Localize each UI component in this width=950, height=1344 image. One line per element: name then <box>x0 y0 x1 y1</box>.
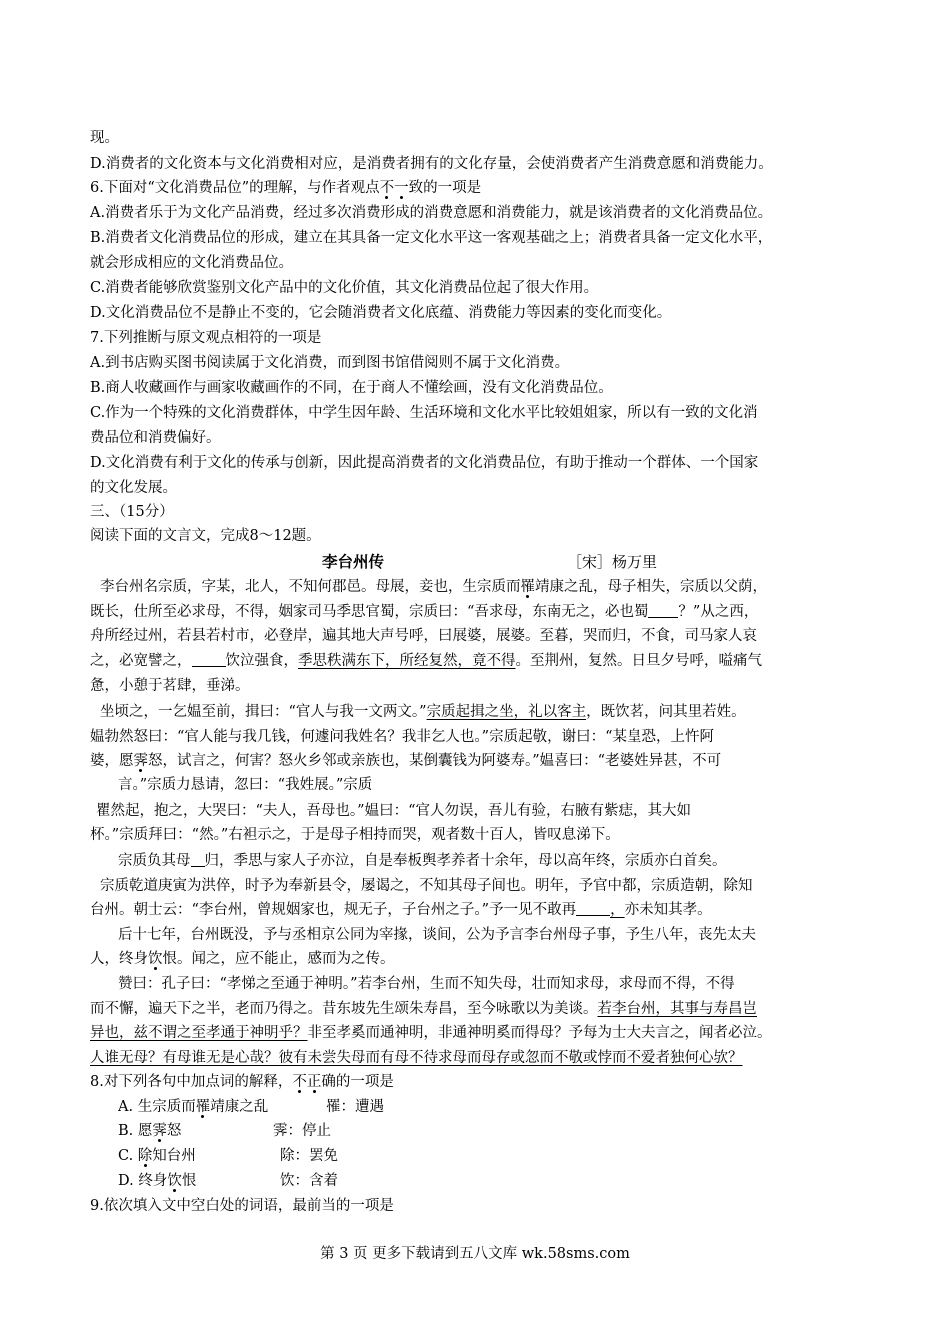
question-8-stem <box>90 1070 880 1094</box>
passage-title-row <box>90 550 880 574</box>
text: 归，季思与家人子亦泣， <box>204 853 364 869</box>
text: C. <box>118 1148 138 1164</box>
text: 婆，愿 <box>90 753 134 769</box>
passage-line: 瞿然起，抱之，大哭曰：“夫人，吾母也。”媪曰：“官人勿误，吾儿有验，右腋有紫痣，其大如 <box>96 803 691 819</box>
text: D. 终身 <box>118 1173 168 1189</box>
fill-blank <box>576 901 610 916</box>
text: 知台州 <box>152 1148 196 1164</box>
option-line: A.到书店购买图书阅读属于文化消费，而到图书馆借阅则不属于文化消费。 <box>90 355 570 371</box>
emphasis-dot-char: 一 <box>394 180 409 196</box>
text: B. 愿 <box>118 1123 153 1139</box>
emphasis-dot-char: 不 <box>379 180 395 196</box>
passage-line <box>90 649 880 673</box>
text: 怒，试言之，何害？怒火乡邻或亲族也，某倒囊钱为阿婆寿。”媪喜曰：“老婆姓异甚，不可 <box>148 753 722 769</box>
text: ？”从之西， <box>678 604 759 620</box>
passage-line: 杯。”宗质拜曰：“然。”右袒示之，于是母子相持而哭，观者数十百人，皆叹息涕下。 <box>90 827 620 843</box>
text: 李台州名宗质，字某，北人，不知何郡邑。母展，妾也，生宗质而 <box>100 579 521 595</box>
q8-option-a <box>118 1095 880 1119</box>
passage-line <box>90 749 880 773</box>
gloss: 饮：含着 <box>280 1173 338 1189</box>
text: 台州。朝士云：“李台州，曾规姻家也，规无子，子台州之子。”予一见不敢再 <box>90 902 577 918</box>
text: 。至荆州，复然。日旦夕号呼，嗌痛气 <box>515 653 762 669</box>
emphasis-dot-char: 饮 <box>148 951 163 967</box>
text: 6.下面对“文化消费品位”的理解，与作者观点 <box>90 180 380 196</box>
fill-blank <box>192 652 226 667</box>
underlined-sentence: 异也，兹不谓之至孝通于神明乎？ <box>90 1025 308 1041</box>
q8-option-d <box>118 1169 880 1193</box>
text: 之，必宽譬之， <box>90 653 192 669</box>
passage-line <box>100 575 880 599</box>
passage-line: 人谁无母？有母谁无是心哉？彼有未尝失母而有母不待求母而母存或忽而不敬或悖而不爱者独何心欤？ <box>90 1050 743 1066</box>
passage-line <box>90 1021 890 1045</box>
passage-line <box>118 849 880 873</box>
option-line: C.作为一个特殊的文化消费群体，中学生因年龄、生活环境和文化水平比较姐姐家，所以有一致的文化消 <box>90 405 758 421</box>
q8-option-c <box>118 1144 880 1168</box>
gloss: 霁：停止 <box>273 1123 331 1139</box>
option-line: 的文化发展。 <box>90 480 177 496</box>
section-instruction: 阅读下面的文言文，完成8～12题。 <box>90 528 321 544</box>
passage-line: 宗质乾道庚寅为洪倅，时予为奉新县令，屡谒之，不知其母子间也。明年，予官中都，宗质造朝，除知 <box>100 878 753 894</box>
passage-line: 媪勃然怒曰：“官人能与我几钱，何遽问我姓名？我非乞人也。”宗质起敬，谢曰：“某皇恐，上忤阿 <box>90 729 714 745</box>
emphasis-dot-char: 罹 <box>195 1099 211 1115</box>
option-line: 费品位和消费偏好。 <box>90 430 221 446</box>
option-line: 就会形成相应的文化消费品位。 <box>90 255 293 271</box>
text: 8.对下列各句中加点词的解释， <box>90 1074 293 1090</box>
question-7-stem: 7.下列推断与原文观点相符的一项是 <box>90 330 322 346</box>
emphasis-dot-char: 不 <box>292 1074 307 1090</box>
text: 既长，仕所至必求母，不得，姻家司马季思官蜀，宗质曰：“吾求母，东南无之，必也蜀 <box>90 604 649 620</box>
passage-author: ［宋］杨万里 <box>567 553 658 571</box>
text: 确的一项是 <box>321 1074 394 1090</box>
text: 怒 <box>166 1123 182 1139</box>
page-footer: 第 3 页 更多下载请到五八文库 wk.58sms.com <box>320 1246 630 1262</box>
emphasis-dot-char: 霁 <box>152 1123 167 1139</box>
text: ， <box>610 902 625 918</box>
text: A. 生宗质而 <box>118 1099 196 1115</box>
option-line: C.消费者能够欣赏鉴别文化产品中的文化价值，其文化消费品位起了很大作用。 <box>90 280 599 296</box>
passage-line <box>100 700 900 724</box>
question-9-stem: 9.依次填入文中空白处的词语，最前当的一项是 <box>90 1198 394 1214</box>
gloss: 罹：遭遇 <box>326 1099 384 1115</box>
passage-line <box>90 997 880 1021</box>
fill-blank <box>191 852 205 867</box>
option-line: B.消费者文化消费品位的形成，建立在其具备一定文化水平这一客观基础之上；消费者具备一定文化水平， <box>90 230 773 246</box>
underlined-sentence: 季思秩满东下，所经复然，竟不得 <box>298 653 516 669</box>
text: 恨。闻之，应不能止，感而为之传。 <box>162 951 395 967</box>
section-heading: 三、（15分） <box>90 504 174 520</box>
passage-line: 舟所经过州，若县若村市，必登岸，遍其地大声号呼，曰展婆，展婆。至暮，哭而归，不食，司马家人哀 <box>90 628 757 644</box>
option-line: D.文化消费有利于文化的传承与创新，因此提高消费者的文化消费品位，有助于推动一个群体、一个国家 <box>90 455 759 471</box>
emphasis-dot-char: 除 <box>137 1148 153 1164</box>
text: 人，终身 <box>90 951 148 967</box>
emphasis-dot-char: 正 <box>306 1074 322 1090</box>
text: 靖康之乱，母子相失，宗质以父荫， <box>535 579 767 595</box>
text-line: 现。 <box>90 130 119 146</box>
text: 宗质负其母 <box>118 853 191 869</box>
passage-line: 言。”宗质力恳请，忽曰：“我姓展。”宗质 <box>118 777 373 793</box>
passage-title: 李台州传 <box>322 553 385 571</box>
option-line: A.消费者乐于为文化产品消费，经过多次消费形成的消费意愿和消费能力，就是该消费者的文化消费品位。 <box>90 205 773 221</box>
emphasis-dot-char: 霁 <box>133 753 148 769</box>
passage-line <box>90 898 880 922</box>
passage-line <box>90 600 880 624</box>
passage-line <box>90 947 880 971</box>
text: 自是奉板舆孝养者十余年，母以高年终，宗质亦白首矣。 <box>364 853 727 869</box>
text: 坐顷之，一乞媪至前，揖曰：“官人与我一文两文。” <box>100 704 427 720</box>
passage-line: 惫，小憩于茗肆，垂涕。 <box>90 678 250 694</box>
text-line: D.消费者的文化资本与文化消费相对应，是消费者拥有的文化存量，会使消费者产生消费意愿和消费能力。 <box>90 156 773 172</box>
text: 恨 <box>181 1173 197 1189</box>
emphasis-dot-char: 罹 <box>520 579 535 595</box>
question-6-stem <box>90 176 880 200</box>
text: 靖康之乱 <box>210 1099 269 1115</box>
text: 而不懈，遍天下之半，老而乃得之。昔东坡先生颂朱寿昌，至今咏歌以为美谈。 <box>90 1001 598 1017</box>
gloss: 除：罢免 <box>280 1148 338 1164</box>
underlined-sentence: 若李台州，其事与寿昌岂 <box>597 1001 757 1017</box>
option-line: B.商人收藏画作与画家收藏画作的不同，在于商人不懂绘画，没有文化消费品位。 <box>90 380 613 396</box>
q8-option-b <box>118 1119 880 1143</box>
fill-blank <box>648 603 678 618</box>
emphasis-dot-char: 饮 <box>167 1173 182 1189</box>
text: 亦未知其孝。 <box>624 902 712 918</box>
text: 非至孝奚而通神明，非通神明奚而得母？予每为士大夫言之，闻者必泣。 <box>307 1025 772 1041</box>
passage-line: 赞曰：孔子曰：“孝悌之至通于神明。”若李台州，生而不知失母，壮而知求母，求母而不得，不得 <box>118 976 735 992</box>
option-line: D.文化消费品位不是静止不变的，它会随消费者文化底蕴、消费能力等因素的变化而变化。 <box>90 305 672 321</box>
text: 致的一项是 <box>408 180 482 196</box>
text: ，既饮茗，问其里若姓。 <box>586 704 746 720</box>
passage-line: 后十七年，台州既没，予与丞相京公同为宰掾，谈间，公为予言李台州母子事，予生八年，丧先太夫 <box>118 927 756 943</box>
underlined-sentence: 宗质起揖之坐，礼以客主 <box>426 704 587 720</box>
text: 饮泣强食， <box>225 653 298 669</box>
